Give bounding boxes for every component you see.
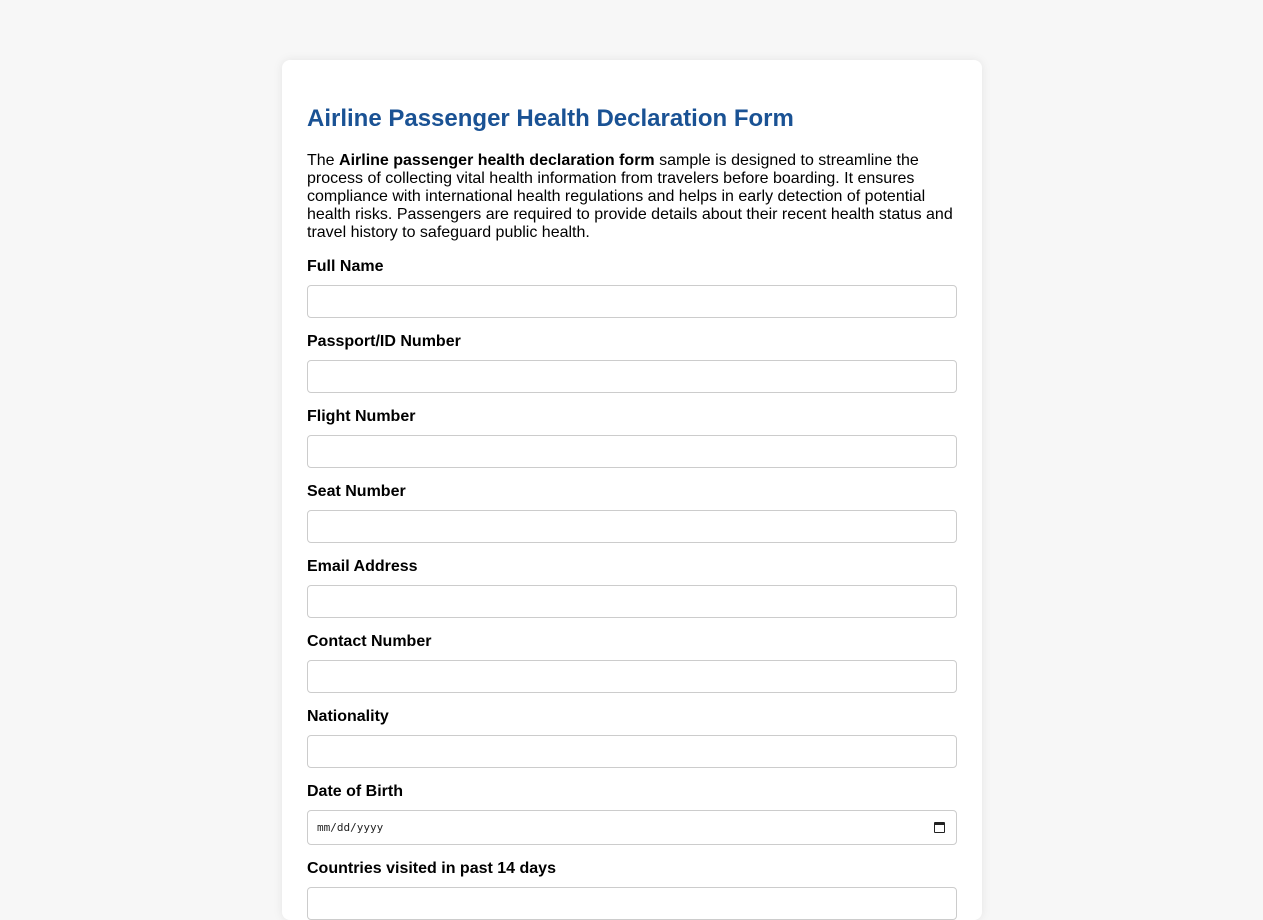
field-flight-number bbox=[307, 408, 957, 468]
intro-suffix: sample is designed to streamline the process of collecting vital health information from travelers before boarding. It ensures compliance with international health regulations and helps in early detection of potential health risks. Passengers are required to provide details about their recent health status and travel history to safeguard public health. bbox=[307, 152, 953, 241]
full-name-input[interactable] bbox=[307, 285, 957, 318]
field-contact-number bbox=[307, 633, 957, 693]
email-label: Email Address bbox=[307, 558, 418, 575]
full-name-label: Full Name bbox=[307, 258, 384, 275]
countries-visited-input[interactable] bbox=[307, 887, 957, 920]
field-countries-visited bbox=[307, 860, 957, 920]
field-nationality bbox=[307, 708, 957, 768]
date-of-birth-label: Date of Birth bbox=[307, 783, 403, 800]
nationality-label: Nationality bbox=[307, 708, 389, 725]
passport-id-input[interactable] bbox=[307, 360, 957, 393]
field-seat-number bbox=[307, 483, 957, 543]
field-email bbox=[307, 558, 957, 618]
field-date-of-birth bbox=[307, 783, 957, 845]
passport-id-label: Passport/ID Number bbox=[307, 333, 461, 350]
nationality-input[interactable] bbox=[307, 735, 957, 768]
flight-number-label: Flight Number bbox=[307, 408, 416, 425]
countries-visited-label: Countries visited in past 14 days bbox=[307, 860, 556, 877]
email-input[interactable] bbox=[307, 585, 957, 618]
date-of-birth-input[interactable] bbox=[307, 810, 957, 845]
intro-paragraph bbox=[307, 152, 959, 242]
flight-number-input[interactable] bbox=[307, 435, 957, 468]
page-title: Airline Passenger Health Declaration Form bbox=[307, 105, 794, 132]
intro-prefix: The bbox=[307, 152, 340, 169]
field-passport-id bbox=[307, 333, 957, 393]
contact-number-input[interactable] bbox=[307, 660, 957, 693]
intro-bold: Airline passenger health declaration form bbox=[339, 152, 655, 169]
contact-number-label: Contact Number bbox=[307, 633, 432, 650]
date-placeholder: mm/dd/yyyy bbox=[317, 821, 384, 834]
form-card bbox=[282, 60, 982, 920]
seat-number-input[interactable] bbox=[307, 510, 957, 543]
field-full-name bbox=[307, 258, 957, 318]
seat-number-label: Seat Number bbox=[307, 483, 406, 500]
calendar-icon[interactable] bbox=[934, 822, 945, 833]
